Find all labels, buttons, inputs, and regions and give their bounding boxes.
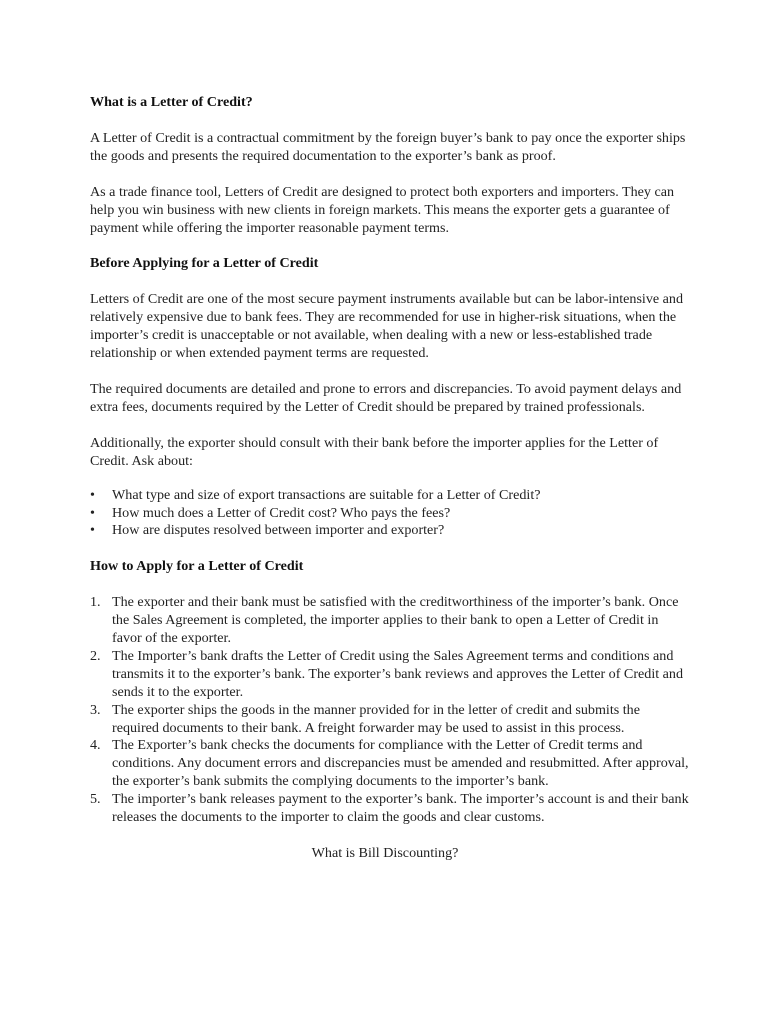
- list-item: [90, 737, 690, 791]
- step-text: The importer’s bank releases payment to the exporter’s bank. The importer’s account is and their bank releases the documents to the importer to claim the goods and clear customs.: [112, 791, 689, 826]
- list-item: [90, 594, 690, 648]
- list-item: [90, 702, 690, 738]
- step-number: 2.: [90, 647, 101, 664]
- list-item-text: What type and size of export transactions are suitable for a Letter of Credit?: [112, 486, 541, 503]
- paragraph-required-documents: The required documents are detailed and prone to errors and discrepancies. To avoid payment delays and extra fees, documents required by the Letter of Credit should be prepared by trained professionals.: [90, 380, 682, 415]
- list-item: [90, 522, 690, 540]
- ask-about-list: [90, 487, 690, 541]
- heading-what-is-letter-of-credit: What is a Letter of Credit?: [90, 94, 253, 110]
- paragraph-trade-finance-tool: As a trade finance tool, Letters of Credit are designed to protect both exporters and importers. They can help you win business with new clients in foreign markets. This means the exporter gets a guarantee of payment while offering the importer reasonable payment terms.: [90, 183, 675, 236]
- step-number: 3.: [90, 701, 101, 718]
- apply-steps-list: [90, 594, 690, 827]
- list-item-text: How much does a Letter of Credit cost? Who pays the fees?: [112, 504, 451, 521]
- step-text: The exporter ships the goods in the manner provided for in the letter of credit and submits the required documents to their bank. A freight forwarder may be used to assist in this process.: [112, 701, 640, 736]
- list-item: [90, 648, 690, 702]
- bill-discounting-title: What is Bill Discounting?: [311, 845, 459, 861]
- step-number: 5.: [90, 791, 101, 808]
- heading-before-applying: Before Applying for a Letter of Credit: [90, 255, 319, 272]
- bullet-icon: •: [90, 504, 95, 521]
- step-text: The exporter and their bank must be satisfied with the creditworthiness of the importer’s bank. Once the Sales Agreement is completed, the importer applies to their bank to open a Letter of Credit in favor of the exporter.: [112, 594, 679, 647]
- step-text: The Exporter’s bank checks the documents for compliance with the Letter of Credit terms and conditions. Any document errors and discrepancies must be amended and resubmitted. After approval, the exporter’s bank submits the complying documents to the importer’s bank.: [112, 737, 689, 790]
- paragraph-consult-bank: Additionally, the exporter should consult with their bank before the importer applies for the Letter of Credit. Ask about:: [90, 434, 659, 469]
- list-item: [90, 487, 690, 505]
- heading-how-to-apply: How to Apply for a Letter of Credit: [90, 558, 304, 575]
- list-item: [90, 505, 690, 523]
- step-number: 4.: [90, 737, 101, 754]
- bullet-icon: •: [90, 522, 95, 539]
- list-item: [90, 791, 690, 827]
- paragraph-definition: A Letter of Credit is a contractual commitment by the foreign buyer’s bank to pay once the exporter ships the goods and presents the required documentation to the exporter’s bank as proof.: [90, 129, 686, 164]
- list-item-text: How are disputes resolved between importer and exporter?: [112, 522, 445, 539]
- bullet-icon: •: [90, 486, 95, 503]
- document-page: [90, 94, 690, 863]
- paragraph-secure-instruments: Letters of Credit are one of the most secure payment instruments available but can be labor-intensive and relatively expensive due to bank fees. They are recommended for use in higher-risk situations, when the importer’s credit is unacceptable or not available, when dealing with a new or less-established trade relationship or when extended payment terms are requested.: [90, 291, 684, 362]
- step-text: The Importer’s bank drafts the Letter of Credit using the Sales Agreement terms and conditions and transmits it to the exporter’s bank. The exporter’s bank reviews and approves the Letter of Credit and sends it to the exporter.: [112, 647, 684, 700]
- step-number: 1.: [90, 594, 101, 611]
